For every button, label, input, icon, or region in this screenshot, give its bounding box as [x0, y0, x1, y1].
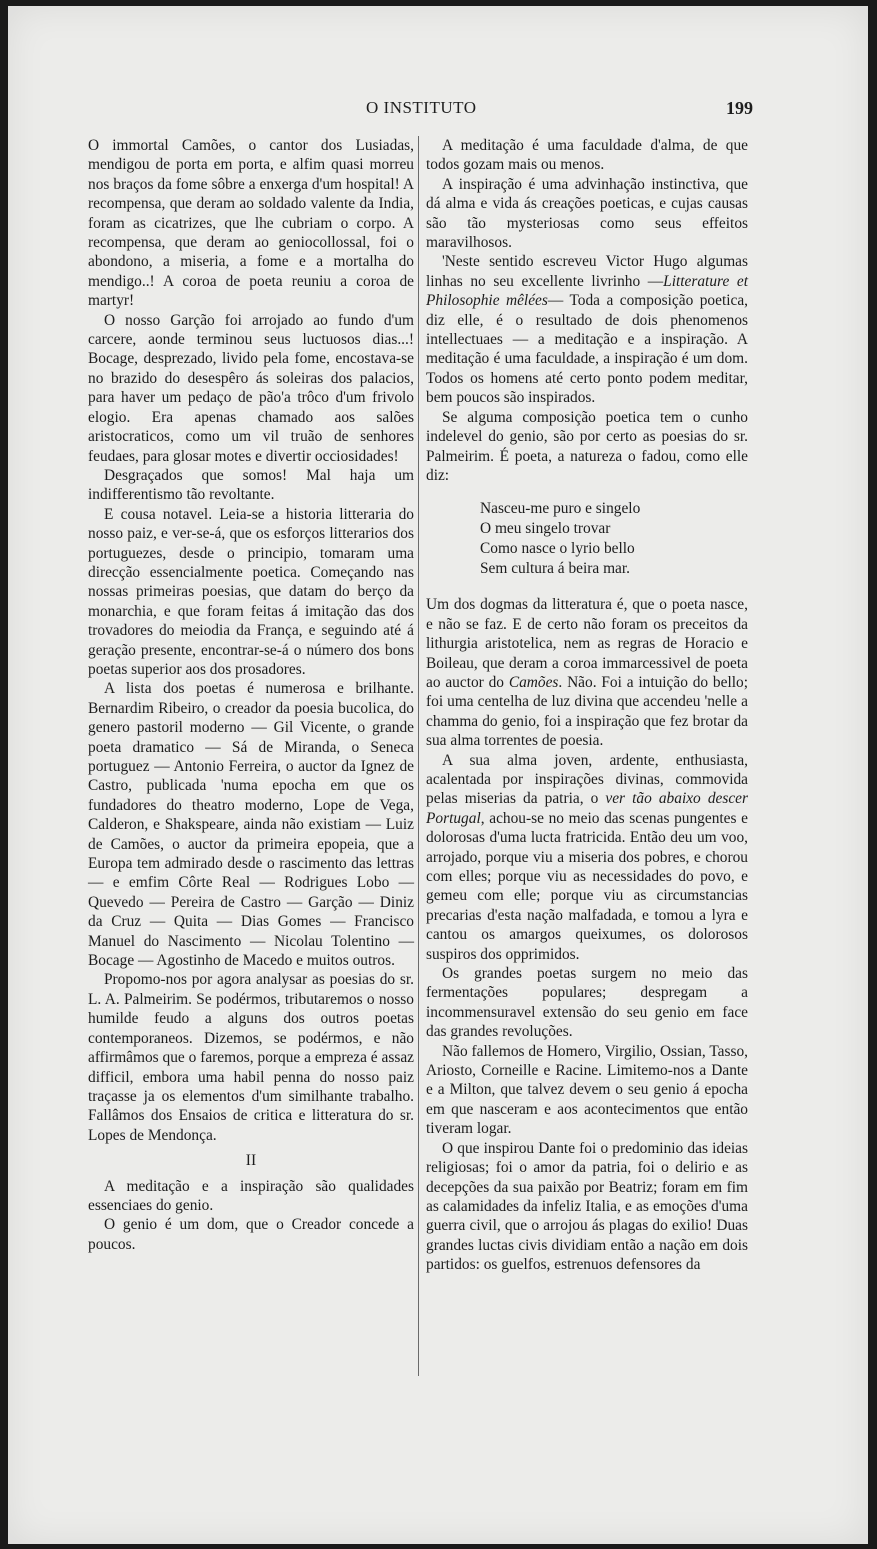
- text-span: A sua alma joven, ardente, enthusiasta, acalentada por inspirações divinas, commovida pelas miserias da patria, o: [426, 751, 748, 808]
- book-title: Camões: [508, 673, 559, 691]
- text-span: . Não. Foi a intuição do bello; foi uma centelha de luz divina que accendeu 'nelle a chamma do genio, foi a inspiração que fez brotar da sua alma torrentes de poesia.: [426, 673, 748, 750]
- verse-line: Sem cultura á beira mar.: [480, 560, 630, 578]
- page-header: [8, 98, 868, 122]
- paragraph: O que inspirou Dante foi o predominio das ideias religiosas; foi o amor da patria, foi o delirio e as decepções da sua paixão por Beatriz; foram em fim as calamidades da infeliz Italia, e as emoções d'uma guerra civil, que o arrojou ás plagas do exilio! Duas grandes luctas civis dividiam então a nação em dois partidos: os guelfos, estrenuos defensores da: [426, 1139, 748, 1274]
- paragraph: O nosso Garção foi arrojado ao fundo d'um carcere, aonde terminou seus luctuosos dias...! Bocage, desprezado, livido pela fome, encostava-se no brazido do desespêro ás soleiras dos palacios, para haver um pedaço de pão'a trôco d'um frivolo elogio. Era apenas chamado aos salões aristocraticos, como um vil truão de senhores feudaes, para glosar motes e divertir occiosidades!: [88, 311, 414, 465]
- paragraph: [426, 595, 748, 750]
- column-divider: [418, 136, 419, 1376]
- page: [8, 6, 868, 1544]
- paragraph: [426, 252, 748, 407]
- paragraph: Desgraçados que somos! Mal haja um indifferentismo tão revoltante.: [88, 466, 414, 504]
- right-column: [426, 136, 748, 1275]
- paragraph: [426, 751, 748, 964]
- book-title: Litterature et Philosophie mêlées: [426, 272, 748, 310]
- paragraph: Se alguma composição poetica tem o cunho indelevel do genio, são por certo as poesias do sr. Palmeirim. É poeta, a natureza o fadou, como elle diz:: [426, 408, 748, 484]
- paragraph: Os grandes poetas surgem no meio das fermentações populares; despregam a incommensuravel extensão do seu genio em face das grandes revoluções.: [426, 965, 748, 1041]
- paragraph: O genio é um dom, que o Creador concede a poucos.: [88, 1216, 414, 1253]
- text-span: 'Neste sentido escreveu Victor Hugo algumas linhas no seu excellente livrinho —: [426, 253, 748, 290]
- paragraph: A inspiração é uma advinhação instinctiva, que dá alma e vida ás creações poeticas, e cujas causas são tão mysteriosas como seus effeitos maravilhosos.: [426, 175, 748, 252]
- verse-line: Como nasce o lyrio bello: [480, 540, 635, 558]
- text-span: Um dos dogmas da litteratura é, que o poeta nasce, e não se faz. E de certo não foram os preceitos da lithurgia aristotelica, nem as regras de Horacio e Boileau, que deram a coroa immarcessivel de poeta ao auctor do: [426, 596, 748, 691]
- page-number: 199: [726, 98, 753, 118]
- paragraph: Não fallemos de Homero, Virgilio, Ossian, Tasso, Ariosto, Corneille e Racine. Limitemo-nos a Dante e a Milton, que talvez devem o seu genio á epocha em que nasceram e aos acontecimentos que então tiveram logar.: [426, 1042, 748, 1138]
- running-title: O INSTITUTO: [366, 98, 477, 117]
- paragraph: E cousa notavel. Leia-se a historia litteraria do nosso paiz, e ver-se-á, que os esforços litterarios dos portuguezes, desde o principio, tomaram uma direcção essencialmente poetica. Começando nas nossas primeiras poesias, que datam do berço da monarchia, e que foram feitas á imitação das dos trovadores do meiodia da França, e seguindo até á geração presente, encontrar-se-á o número dos bons poetas superior aos dos prosadores.: [88, 505, 414, 678]
- section-heading: II: [245, 1152, 257, 1170]
- paragraph: A meditação é uma faculdade d'alma, de que todos gozam mais ou menos.: [426, 137, 748, 174]
- quoted-phrase: ver tão abaixo descer Portugal: [426, 790, 748, 827]
- verse-stanza: [480, 499, 748, 579]
- left-column: [88, 136, 414, 1254]
- text-span: , achou-se no meio das scenas pungentes e dolorosas d'uma lucta fratricida. Então deu um voo, arrojado, porque viu a miseria dos pobres, e chorou com elles; porque viu as necessidades do povo, e gemeu com elle; porque viu as circumstancias precarias d'esta nação malfadada, e tomou a lyra e cantou os amargos queixumes, os dolorosos suspiros dos opprimidos.: [426, 809, 748, 963]
- paragraph: Propomo-nos por agora analysar as poesias do sr. L. A. Palmeirim. Se podérmos, tributaremos o nosso humilde feudo a alguns dos outros poetas contemporaneos. Dizemos, se podérmos, e não affirmâmos que o faremos, porque a empreza é assaz difficil, embora uma habil penna do nosso paiz traçasse ja os elementos d'um similhante trabalho. Fallâmos dos Ensaios de critica e litteratura do sr. Lopes de Mendonça.: [88, 971, 414, 1144]
- paragraph: O immortal Camões, o cantor dos Lusiadas, mendigou de porta em porta, e alfim quasi morreu nos braços da fome sôbre a enxerga d'um hospital! A recompensa, que deram ao soldado valente da India, foram as cicatrizes, que lhe cubriam o corpo. A recompensa, que deram ao geniocollossal, foi o abondono, a miseria, a fome e a mortalha do mendigo..! A coroa de poeta reuniu a coroa de martyr!: [88, 137, 414, 310]
- paragraph: A meditação e a inspiração são qualidades essenciaes do genio.: [88, 1177, 414, 1214]
- verse-line: Nasceu-me puro e singelo: [480, 500, 641, 518]
- text-span: — Toda a composição poetica, diz elle, é o resultado de dois phenomenos intellectuaes — a meditação e a inspiração. A meditação é uma faculdade, a inspiração é um dom. Todos os homens até certo ponto podem meditar, bem poucos são inspirados.: [426, 292, 749, 407]
- verse-line: O meu singelo trovar: [480, 520, 611, 538]
- paragraph: A lista dos poetas é numerosa e brilhante. Bernardim Ribeiro, o creador da poesia bucolica, do genero pastoril moderno — Gil Vicente, o grande poeta dramatico — Sá de Miranda, o Seneca portuguez — Antonio Ferreira, o auctor da Ignez de Castro, publicada 'numa epocha em que os fundadores do theatro moderno, Lope de Vega, Calderon, e Shakspeare, ainda não existiam — Luiz de Camões, o auctor da primeira epopeia, que a Europa tem admirado desde o rascimento das lettras — e emfim Côrte Real — Rodrigues Lobo — Quevedo — Pereira de Castro — Garção — Diniz da Cruz — Quita — Dias Gomes — Francisco Manuel do Nascimento — Nicolau Tolentino — Bocage — Agostinho de Macedo e muitos outros.: [88, 680, 414, 970]
